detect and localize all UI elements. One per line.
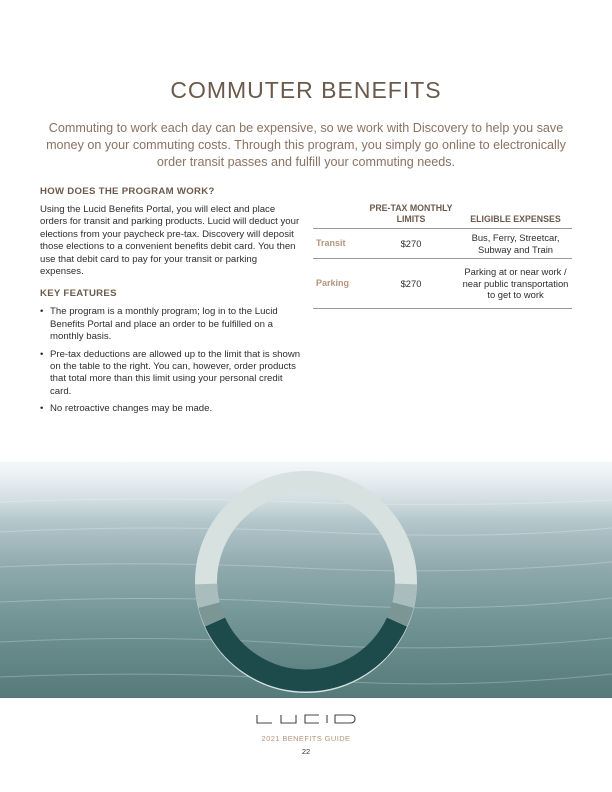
footer-guide-title: 2021 BENEFITS GUIDE (261, 734, 351, 743)
row-limit: $270 (400, 277, 422, 289)
program-heading: HOW DOES THE PROGRAM WORK? (40, 186, 215, 197)
feature-text: The program is a monthly program; log in to the Lucid Benefits Portal and place an order to be fulfilled on a monthly basis. (50, 306, 278, 343)
feature-text: Pre-tax deductions are allowed up to the limit that is shown on the table to the right. You can, however, order products that total more than this limit using your personal credit card. (50, 348, 301, 397)
page-title: COMMUTER BENEFITS (170, 77, 442, 104)
list-item (40, 306, 302, 343)
bullet-icon: • (40, 403, 44, 415)
features-heading: KEY FEATURES (40, 288, 117, 300)
commuter-limits-table (313, 200, 572, 309)
bullet-icon: • (40, 348, 44, 360)
ocean-photo (0, 462, 612, 698)
feature-text: No retroactive changes may be made. (50, 403, 213, 415)
program-body: Using the Lucid Benefits Portal, you will elect and place orders for transit and parking products. Lucid will deduct your elections from your paycheck pre-tax. Discovery will deposit those elections to a convenient benefits debit card. You then use that debit card to pay for your transit or parking expenses. (40, 204, 300, 278)
ocean-ring-graphic (0, 462, 612, 698)
table-row (313, 229, 572, 259)
list-item (40, 349, 302, 399)
ring-segment (397, 605, 403, 622)
list-item (40, 403, 302, 415)
row-expenses: Bus, Ferry, Streetcar, Subway and Train (471, 232, 560, 255)
ring-segment (206, 584, 209, 605)
column-header-limits: PRE-TAX MONTHLY LIMITS (369, 203, 453, 224)
row-limit: $270 (400, 237, 422, 249)
features-list (40, 306, 302, 415)
ring-segment (209, 605, 215, 622)
lucid-logo (256, 712, 356, 730)
column-header-category (313, 225, 363, 228)
intro-paragraph: Commuting to work each day can be expensive, so we work with Discovery to help you save money on your commuting costs. Through this program, you simply go online to electronically order transit passes and fulfill your commuting needs. (46, 121, 566, 169)
lucid-logo-mark (256, 713, 356, 725)
row-expenses: Parking at or near work / near public transportation to get to work (462, 266, 569, 301)
left-column (40, 186, 302, 421)
row-label: Parking (316, 277, 350, 288)
page-number: 22 (301, 747, 311, 756)
column-header-expenses: ELIGIBLE EXPENSES (470, 214, 561, 224)
bullet-icon: • (40, 306, 44, 318)
table-row (313, 259, 572, 309)
row-label: Transit (316, 237, 346, 248)
ring-segment (403, 584, 406, 605)
table-header (313, 200, 572, 229)
